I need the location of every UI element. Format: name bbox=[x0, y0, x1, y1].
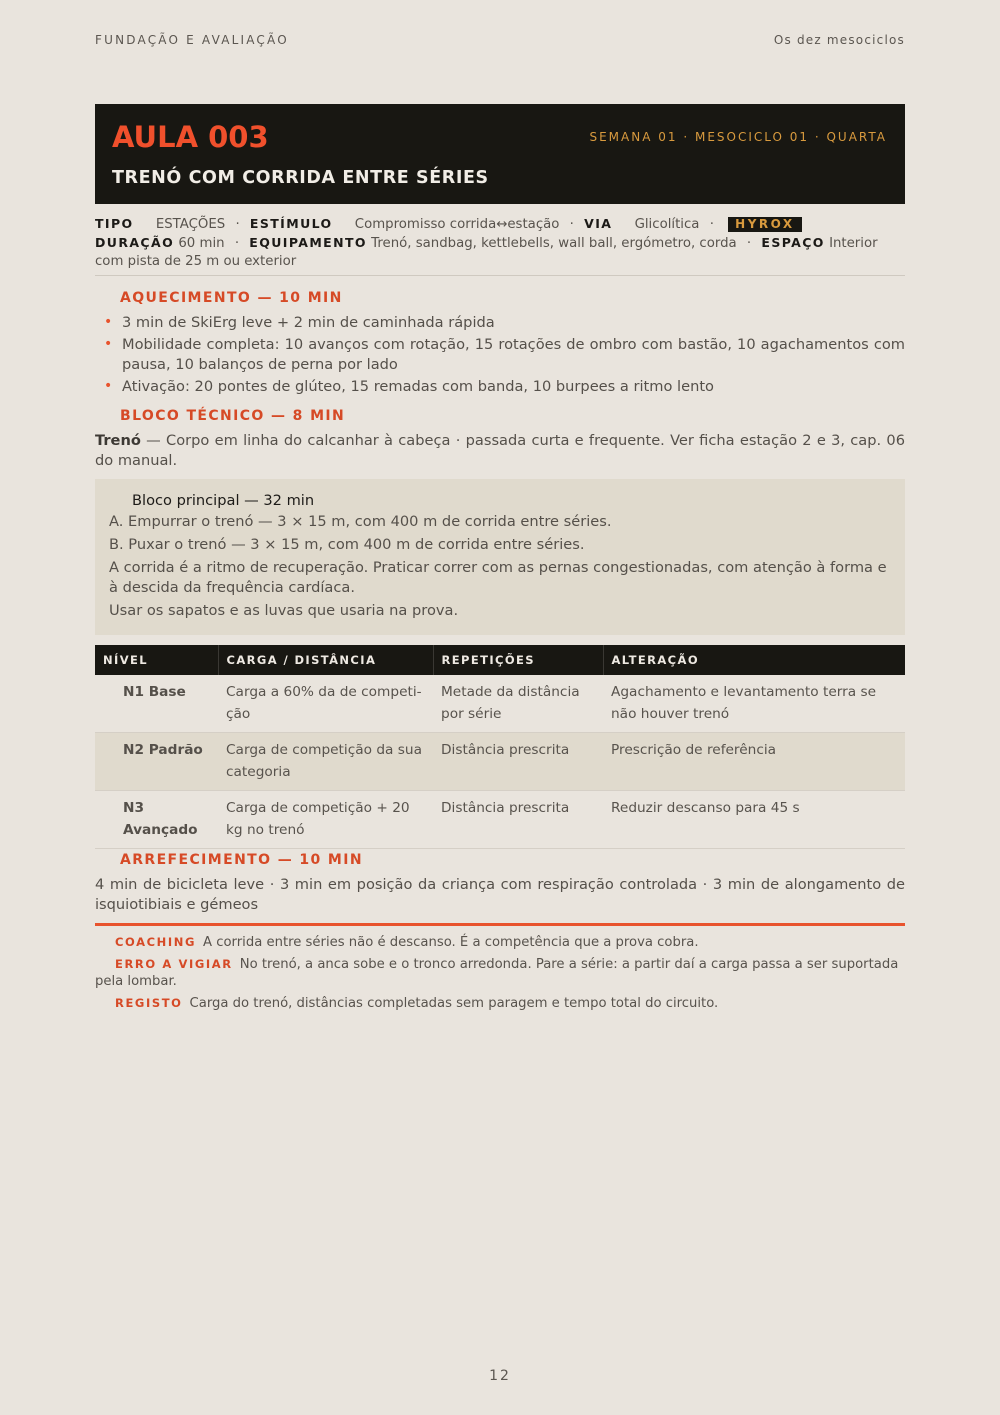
load-cell: Carga a 60% da de competi-ção bbox=[218, 675, 433, 733]
reps-cell: Metade da distância por série bbox=[433, 675, 603, 733]
warmup-list bbox=[95, 313, 905, 399]
lesson-info: TIPO ESTAÇÕES · ESTÍMULO Compromisso corrida↔estação · VIA Glicolítica · HYROX DURAÇÃO 60 min · EQUIPAMENTO Trenó, sandbag, kettlebells, wall ball, ergómetro, corda · ESPAÇO Interior com pista de 25 m ou exterior bbox=[95, 216, 878, 269]
change-cell: Reduzir descanso para 45 s bbox=[603, 791, 905, 849]
error-note bbox=[95, 956, 905, 990]
estimulo-value: Compromisso corrida↔estação bbox=[354, 217, 560, 232]
accent-divider bbox=[95, 923, 905, 926]
record-label: REGISTO bbox=[115, 996, 183, 1010]
cooldown-text: 4 min de bicicleta leve · 3 min em posição da criança com respiração controlada · 3 min de alongamento de isquiotibiais e gémeos bbox=[95, 876, 905, 913]
list-item: • 3 min de SkiErg leve + 2 min de caminhada rápida bbox=[95, 313, 905, 333]
column-header: REPETIÇÕES bbox=[433, 645, 603, 675]
main-block-line: A. Empurrar o trenó — 3 × 15 m, com 400 m de corrida entre séries. bbox=[109, 513, 612, 530]
coaching-text: A corrida entre séries não é descanso. É a competência que a prova cobra. bbox=[203, 935, 699, 950]
change-cell: Prescrição de referência bbox=[603, 733, 905, 791]
level-cell: N2 Padrão bbox=[95, 733, 218, 791]
lesson-banner bbox=[95, 104, 905, 204]
tipo-label: TIPO bbox=[95, 216, 134, 231]
duracao-value: 60 min bbox=[178, 236, 225, 251]
level-cell: N1 Base bbox=[95, 675, 218, 733]
levels-table bbox=[95, 645, 905, 849]
via-label: VIA bbox=[584, 216, 613, 231]
equipamento-label: EQUIPAMENTO bbox=[249, 235, 367, 250]
estimulo-label: ESTÍMULO bbox=[249, 216, 333, 231]
lesson-number: AULA 003 bbox=[112, 120, 269, 154]
column-header: ALTERAÇÃO bbox=[603, 645, 905, 675]
cooldown-title: ARREFECIMENTO — 10 MIN bbox=[120, 852, 363, 868]
page-number: 12 bbox=[489, 1368, 511, 1384]
load-cell: Carga de competição da sua categoria bbox=[218, 733, 433, 791]
technical-lead: Trenó bbox=[95, 432, 141, 449]
main-block-line: A corrida é a ritmo de recuperação. Praticar correr com as pernas congestionadas, com atenção à forma e à descida da frequência cardíaca. bbox=[109, 559, 887, 596]
table-header-row bbox=[95, 645, 905, 675]
section-title: Os dez mesociclos bbox=[773, 33, 905, 47]
tipo-value: ESTAÇÕES bbox=[155, 217, 226, 232]
espaco-value: Interior com pista de 25 m ou exterior bbox=[95, 236, 878, 269]
reps-cell: Distância prescrita bbox=[433, 791, 603, 849]
lesson-subtitle: TRENÓ COM CORRIDA ENTRE SÉRIES bbox=[112, 168, 489, 188]
table-row bbox=[95, 733, 905, 791]
list-item: • Ativação: 20 pontes de glúteo, 15 remadas com banda, 10 burpees a ritmo lento bbox=[95, 377, 905, 397]
main-block-line: Usar os sapatos e as luvas que usaria na prova. bbox=[109, 602, 459, 619]
change-cell: Agachamento e levantamento terra se não houver trenó bbox=[603, 675, 905, 733]
via-value: Glicolítica bbox=[634, 217, 700, 232]
warmup-title: AQUECIMENTO — 10 MIN bbox=[120, 290, 343, 306]
column-header: CARGA / DISTÂNCIA bbox=[218, 645, 433, 675]
chapter-title: FUNDAÇÃO E AVALIAÇÃO bbox=[95, 33, 289, 47]
technical-block-text bbox=[95, 431, 905, 470]
main-block bbox=[95, 479, 905, 635]
table-row bbox=[95, 675, 905, 733]
error-label: ERRO A VIGIAR bbox=[115, 957, 233, 971]
coaching-note bbox=[95, 934, 905, 951]
main-block-title: Bloco principal — 32 min bbox=[132, 492, 315, 509]
reps-cell: Distância prescrita bbox=[433, 733, 603, 791]
error-text: No trenó, a anca sobe e o tronco arredonda. Pare a série: a partir daí a carga passa a ser suportada pela lombar. bbox=[95, 957, 899, 989]
duracao-label: DURAÇÃO bbox=[95, 235, 175, 250]
record-note bbox=[95, 995, 905, 1012]
hyrox-badge: HYROX bbox=[728, 217, 802, 232]
lesson-schedule: SEMANA 01 · MESOCICLO 01 · QUARTA bbox=[589, 130, 887, 144]
record-text: Carga do trenó, distâncias completadas sem paragem e tempo total do circuito. bbox=[189, 996, 719, 1011]
espaco-label: ESPAÇO bbox=[761, 235, 825, 250]
technical-description: — Corpo em linha do calcanhar à cabeça · passada curta e frequente. Ver ficha estação 2 e 3, cap. 06 do manual. bbox=[95, 432, 905, 469]
list-item: • Mobilidade completa: 10 avanços com rotação, 15 rotações de ombro com bastão, 10 agachamentos com pausa, 10 balanços de perna por lado bbox=[95, 335, 905, 374]
level-cell: N3 Avançado bbox=[95, 791, 218, 849]
running-header bbox=[95, 33, 905, 49]
main-block-line: B. Puxar o trenó — 3 × 15 m, com 400 m de corrida entre séries. bbox=[109, 536, 585, 553]
equipamento-value: Trenó, sandbag, kettlebells, wall ball, ergómetro, corda bbox=[371, 236, 737, 251]
column-header: NÍVEL bbox=[95, 645, 218, 675]
divider bbox=[95, 275, 905, 276]
table-row bbox=[95, 791, 905, 849]
coaching-label: COACHING bbox=[115, 935, 197, 949]
load-cell: Carga de competição + 20 kg no trenó bbox=[218, 791, 433, 849]
technical-block-title: BLOCO TÉCNICO — 8 MIN bbox=[120, 408, 346, 424]
